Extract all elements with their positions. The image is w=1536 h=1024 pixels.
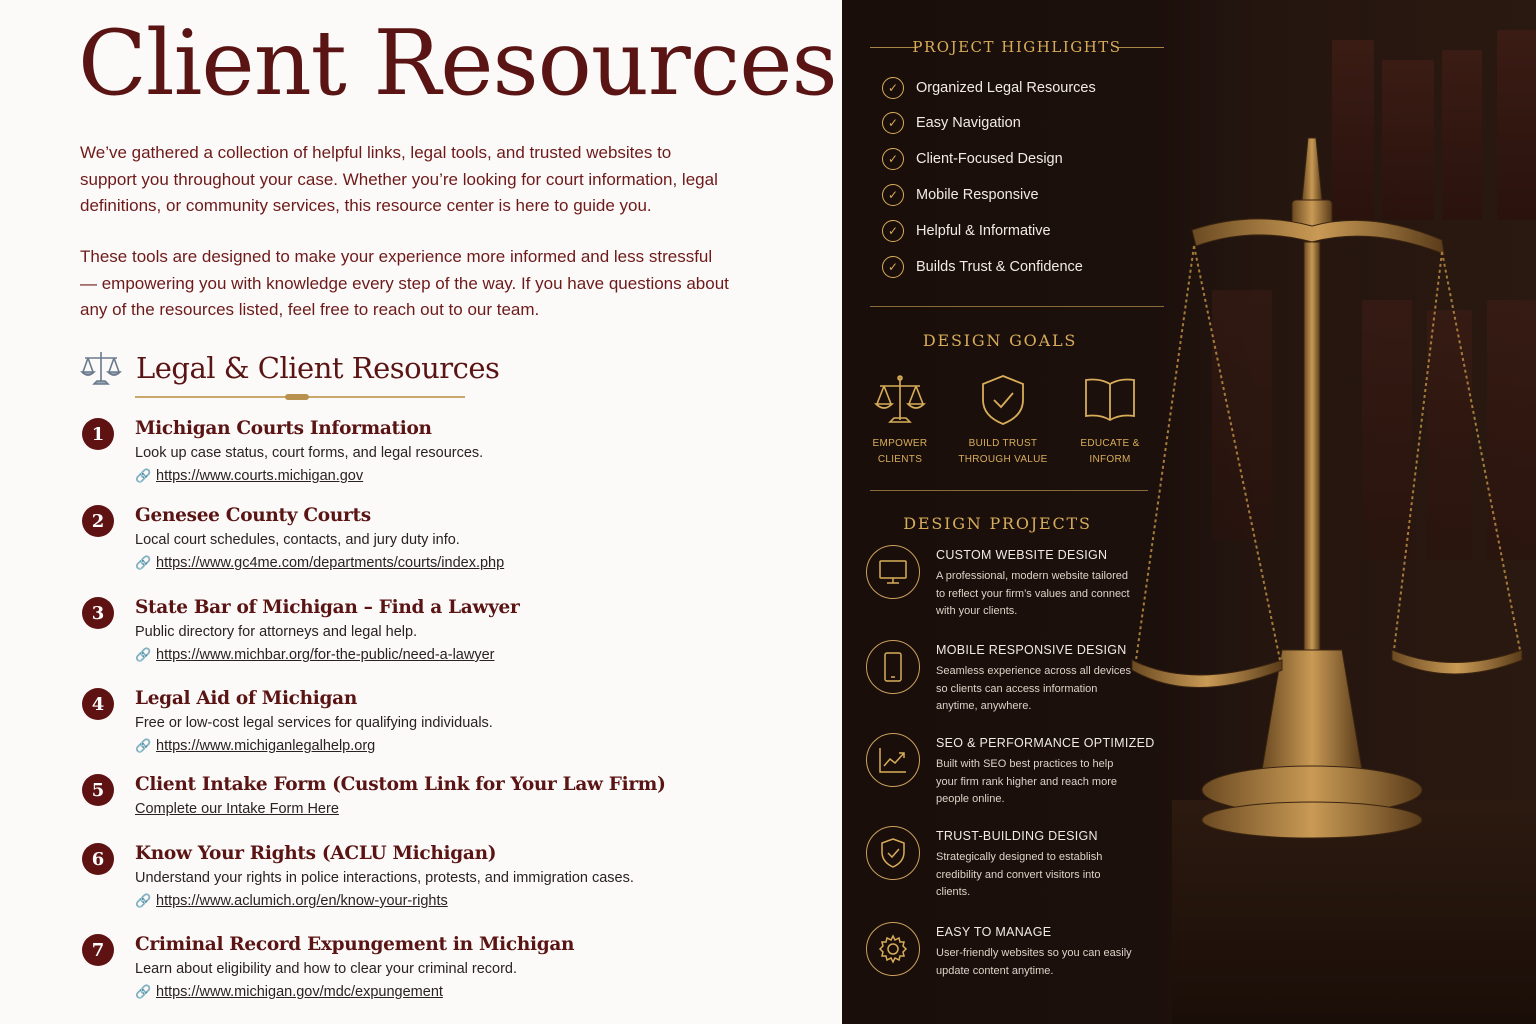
open-book-icon xyxy=(1082,372,1138,428)
resource-description: Public directory for attorneys and legal help. xyxy=(135,624,418,640)
resource-link[interactable]: https://www.michiganlegalhelp.org xyxy=(156,738,376,754)
resource-link[interactable]: https://www.courts.michigan.gov xyxy=(156,468,364,484)
link-icon: 🔗 xyxy=(135,984,152,999)
project-title: MOBILE RESPONSIVE DESIGN xyxy=(936,643,1127,657)
resource-description: Local court schedules, contacts, and jury duty info. xyxy=(135,532,460,548)
resource-link[interactable]: https://www.aclumich.org/en/know-your-rights xyxy=(156,893,448,909)
highlight-item: ✓ Builds Trust & Confidence xyxy=(882,256,1083,278)
resource-number: 1 xyxy=(82,418,114,450)
project-title: SEO & PERFORMANCE OPTIMIZED xyxy=(936,736,1155,750)
check-circle-icon: ✓ xyxy=(882,220,904,242)
check-circle-icon: ✓ xyxy=(882,112,904,134)
project-description: User-friendly websites so you can easily update content anytime. xyxy=(936,947,1132,977)
resource-number: 6 xyxy=(82,843,114,875)
resource-number: 3 xyxy=(82,597,114,629)
resource-title: Genesee County Courts xyxy=(135,505,371,526)
resource-description: Learn about eligibility and how to clear your criminal record. xyxy=(135,961,518,977)
highlight-item: ✓ Easy Navigation xyxy=(882,112,1021,134)
goal-item: BUILD TRUST THROUGH VALUE xyxy=(948,372,1058,467)
projects-title: DESIGN PROJECTS xyxy=(903,514,1092,533)
link-icon: 🔗 xyxy=(135,647,152,662)
page-title: Client Resources xyxy=(78,11,837,116)
resource-description: Free or low-cost legal services for qualifying individuals. xyxy=(135,715,493,731)
scales-of-justice-illustration xyxy=(1112,130,1536,850)
link-icon: 🔗 xyxy=(135,468,152,483)
highlight-item: ✓ Client-Focused Design xyxy=(882,148,1063,170)
scales-icon xyxy=(80,348,122,388)
resource-title: State Bar of Michigan – Find a Lawyer xyxy=(135,597,520,618)
intro-paragraph-2: These tools are designed to make your experience more informed and less stressful — empowering you with knowledge every step of the way. If you have questions about any of the resources listed, feel free to reach out to our team. xyxy=(80,247,729,319)
project-description: A professional, modern website tailored to reflect your firm’s values and connect with your clients. xyxy=(936,570,1130,617)
resource-link[interactable]: https://www.michigan.gov/mdc/expungement xyxy=(156,984,443,1000)
divider xyxy=(870,490,1148,491)
check-circle-icon: ✓ xyxy=(882,184,904,206)
resource-link[interactable]: https://www.michbar.org/for-the-public/need-a-lawyer xyxy=(156,647,495,663)
highlight-item: ✓ Mobile Responsive xyxy=(882,184,1039,206)
resource-number: 2 xyxy=(82,505,114,537)
scales-icon xyxy=(872,372,928,428)
goals-title: DESIGN GOALS xyxy=(922,331,1078,350)
check-circle-icon: ✓ xyxy=(882,148,904,170)
section-divider xyxy=(135,396,465,398)
project-title: TRUST-BUILDING DESIGN xyxy=(936,829,1098,843)
project-title: EASY TO MANAGE xyxy=(936,925,1052,939)
link-icon: 🔗 xyxy=(135,893,152,908)
highlight-item: ✓ Organized Legal Resources xyxy=(882,77,1096,99)
project-description: Strategically designed to establish credibility and convert visitors into clients. xyxy=(936,851,1103,898)
highlight-item: ✓ Helpful & Informative xyxy=(882,220,1051,242)
project-title: CUSTOM WEBSITE DESIGN xyxy=(936,548,1108,562)
resource-description: Understand your rights in police interactions, protests, and immigration cases. xyxy=(135,870,634,886)
resource-title: Michigan Courts Information xyxy=(135,418,432,439)
resource-description: Look up case status, court forms, and legal resources. xyxy=(135,445,484,461)
resource-title: Client Intake Form (Custom Link for Your Law Firm) xyxy=(135,774,666,795)
divider xyxy=(870,306,1164,307)
highlights-title: PROJECT HIGHLIGHTS xyxy=(912,38,1122,56)
gear-icon xyxy=(878,934,908,964)
mobile-phone-icon xyxy=(882,651,904,683)
shield-check-icon xyxy=(879,837,907,869)
resource-title: Criminal Record Expungement in Michigan xyxy=(135,934,575,955)
resource-title: Legal Aid of Michigan xyxy=(135,688,357,709)
project-description: Seamless experience across all devices so clients can access information anytime, anywhere. xyxy=(936,665,1132,712)
check-circle-icon: ✓ xyxy=(882,256,904,278)
shield-check-icon xyxy=(975,372,1031,428)
resource-number: 7 xyxy=(82,934,114,966)
goal-item: EDUCATE & INFORM xyxy=(1055,372,1165,467)
chart-up-icon xyxy=(878,746,908,774)
resource-number: 4 xyxy=(82,688,114,720)
link-icon: 🔗 xyxy=(135,738,152,753)
intake-form-link[interactable]: Complete our Intake Form Here xyxy=(135,801,339,817)
resource-link[interactable]: https://www.gc4me.com/departments/courts/index.php xyxy=(156,555,505,571)
section-heading xyxy=(80,348,499,388)
check-circle-icon: ✓ xyxy=(882,77,904,99)
monitor-icon xyxy=(878,558,908,586)
intro-paragraph-1: We’ve gathered a collection of helpful links, legal tools, and trusted websites to support you throughout your case. Whether you’re looking for court information, legal definitions, or community services, this resource center is here to guide you. xyxy=(80,143,718,215)
highlights-panel xyxy=(842,0,1536,1024)
goal-item: EMPOWER CLIENTS xyxy=(845,372,955,467)
resource-title: Know Your Rights (ACLU Michigan) xyxy=(135,843,497,864)
section-title: Legal & Client Resources xyxy=(136,351,500,385)
resource-number: 5 xyxy=(82,774,114,806)
project-description: Built with SEO best practices to help your firm rank higher and reach more people online. xyxy=(936,758,1117,805)
link-icon: 🔗 xyxy=(135,555,152,570)
